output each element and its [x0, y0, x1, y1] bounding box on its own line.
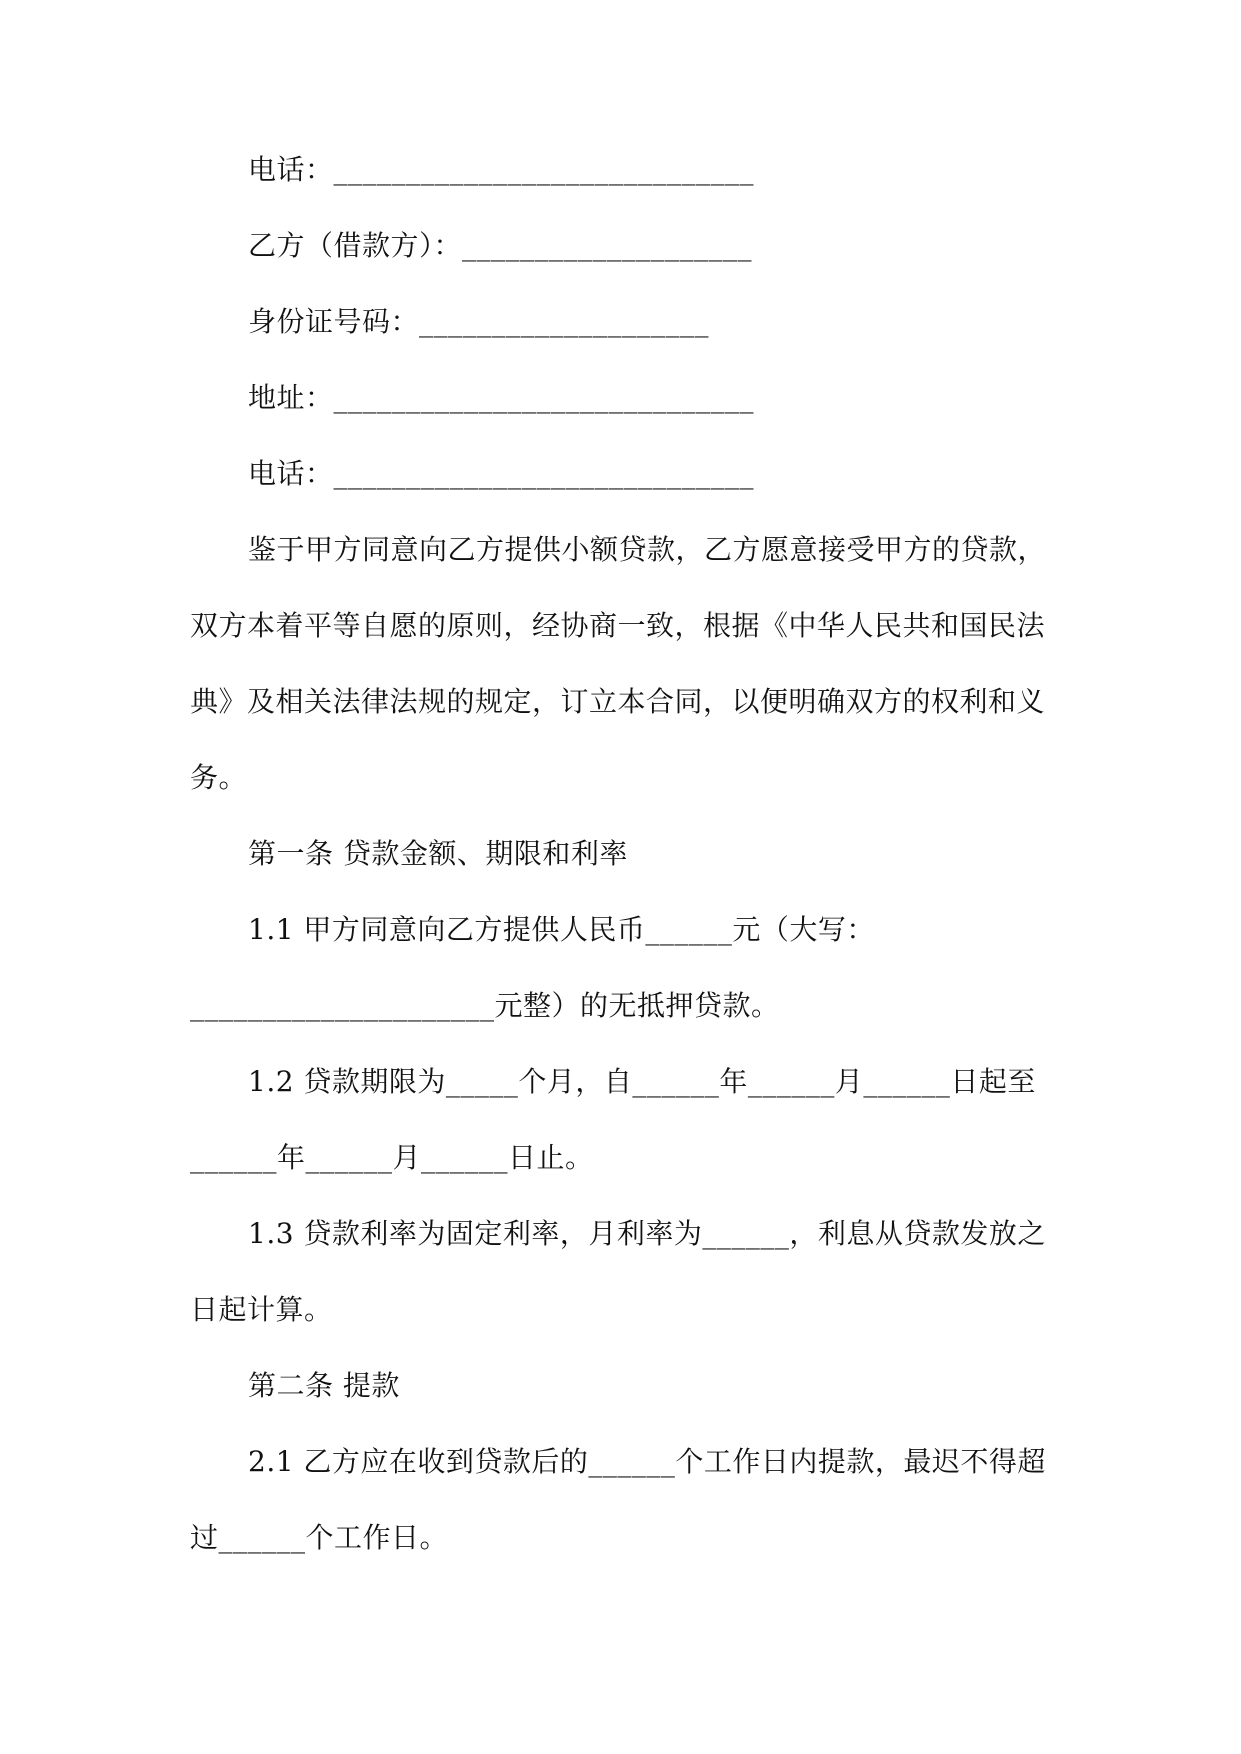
clause-2-1-line-2: 过______个工作日。 [190, 1521, 449, 1554]
clause-1-1-line-1: 1.1 甲方同意向乙方提供人民币______元（大写： [248, 913, 875, 946]
borrower-id-line: 身份证号码：____________________ [248, 305, 710, 338]
article-2-heading: 第二条 提款 [248, 1369, 400, 1402]
preamble-line-4: 务。 [190, 761, 248, 794]
clause-1-3-line-2: 日起计算。 [190, 1293, 333, 1326]
lender-phone-line: 电话：_____________________________ [248, 153, 755, 186]
clause-1-1-line-2: _____________________元整）的无抵押贷款。 [190, 989, 780, 1022]
preamble-line-3: 典》及相关法律法规的规定，订立本合同，以便明确双方的权利和义 [190, 685, 1046, 718]
borrower-address-line: 地址：_____________________________ [248, 381, 755, 414]
article-1-heading: 第一条 贷款金额、期限和利率 [248, 837, 628, 870]
borrower-name-line: 乙方（借款方）：____________________ [248, 229, 753, 262]
borrower-phone-line: 电话：_____________________________ [248, 457, 755, 490]
preamble-line-2: 双方本着平等自愿的原则，经协商一致，根据《中华人民共和国民法 [190, 609, 1046, 642]
clause-1-2-line-1: 1.2 贷款期限为_____个月，自______年______月______日起至 [248, 1065, 1036, 1098]
clause-1-3-line-1: 1.3 贷款利率为固定利率，月利率为______，利息从贷款发放之 [248, 1217, 1046, 1250]
preamble-line-1: 鉴于甲方同意向乙方提供小额贷款，乙方愿意接受甲方的贷款， [248, 533, 1047, 566]
clause-2-1-line-1: 2.1 乙方应在收到贷款后的______个工作日内提款，最迟不得超 [248, 1445, 1046, 1478]
clause-1-2-line-2: ______年______月______日止。 [190, 1141, 594, 1174]
